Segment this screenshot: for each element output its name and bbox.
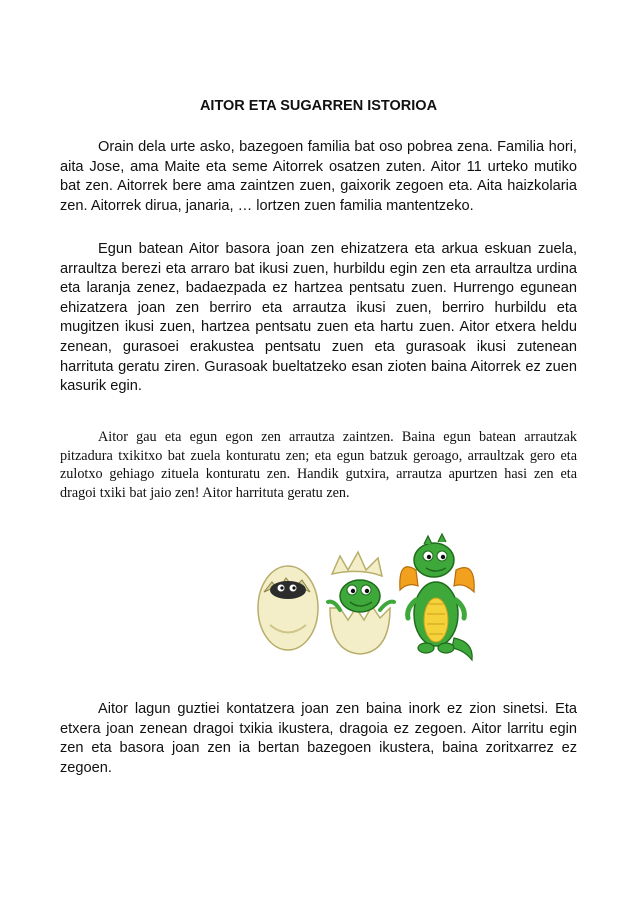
document-title: AITOR ETA SUGARREN ISTORIOA — [199, 98, 438, 114]
paragraph-4: Aitor lagun guztiei kontatzera joan zen baina inork ez zion sinetsi. Eta etxera joan zenean dragoi txikia ikustera, dragoia ez zegoen. Aitor larritu egin zen eta basora joan zen ia bertan bazegoen ikustera, baina zoritxarrez ez zegoen. — [60, 701, 577, 776]
paragraph-2: Egun batean Aitor basora joan zen ehizatzera eta arkua eskuan zuela, arraultza berezi eta arraro bat ikusi zuen, hurbildu egin zen eta arraultza urdina eta laranja zenez, badaezpada ez hartzea pentsatu zuen. Hurrengo egunean ehizatzera joan zen berriro eta arrautza ikusi zuen, berriro hurbildu eta mugitzen ikusi zuen, hartzea pentsatu zuen eta hartu zuen. Aitor etxera heldu zenean, gurasoei erakustea pentsatu zuen eta gurasoak ikusi zutenean harrituta geratu ziren. Gurasoak bueltatzeko esan zioten baina Aitorrek ez zuen kasurik egin. — [60, 241, 577, 395]
dragon-three — [400, 534, 474, 660]
paragraph-1: Orain dela urte asko, bazegoen familia bat oso pobrea zena. Familia hori, aita Jose, ama Maite eta seme Aitorrek osatzen zuten. Aitor 11 urteko mutiko bat zen. Aitorrek bere ama zaintzen zuen, gaixorik zegoen eta. Aita haizkolaria zen. Aitorrek dirua, janaria, … lortzen zuen familia mantentzeko. — [60, 139, 577, 214]
egg-one — [258, 566, 318, 650]
hatching-dragons-icon — [248, 530, 478, 670]
paragraph-3: Aitor gau eta egun egon zen arrautza zaintzen. Baina egun batean arrautzak pitzadura txikitxo bat zuela konturatu zen; eta egun batzuk geroago, arraultzak gero eta zulotxo gehiago zituela konturatu zen. Handik gutxira, arrautza apurtzen hasi zen eta dragoi txiki bat jaio zen! Aitor harrituta geratu zen. — [60, 429, 577, 501]
egg-two — [328, 552, 394, 654]
